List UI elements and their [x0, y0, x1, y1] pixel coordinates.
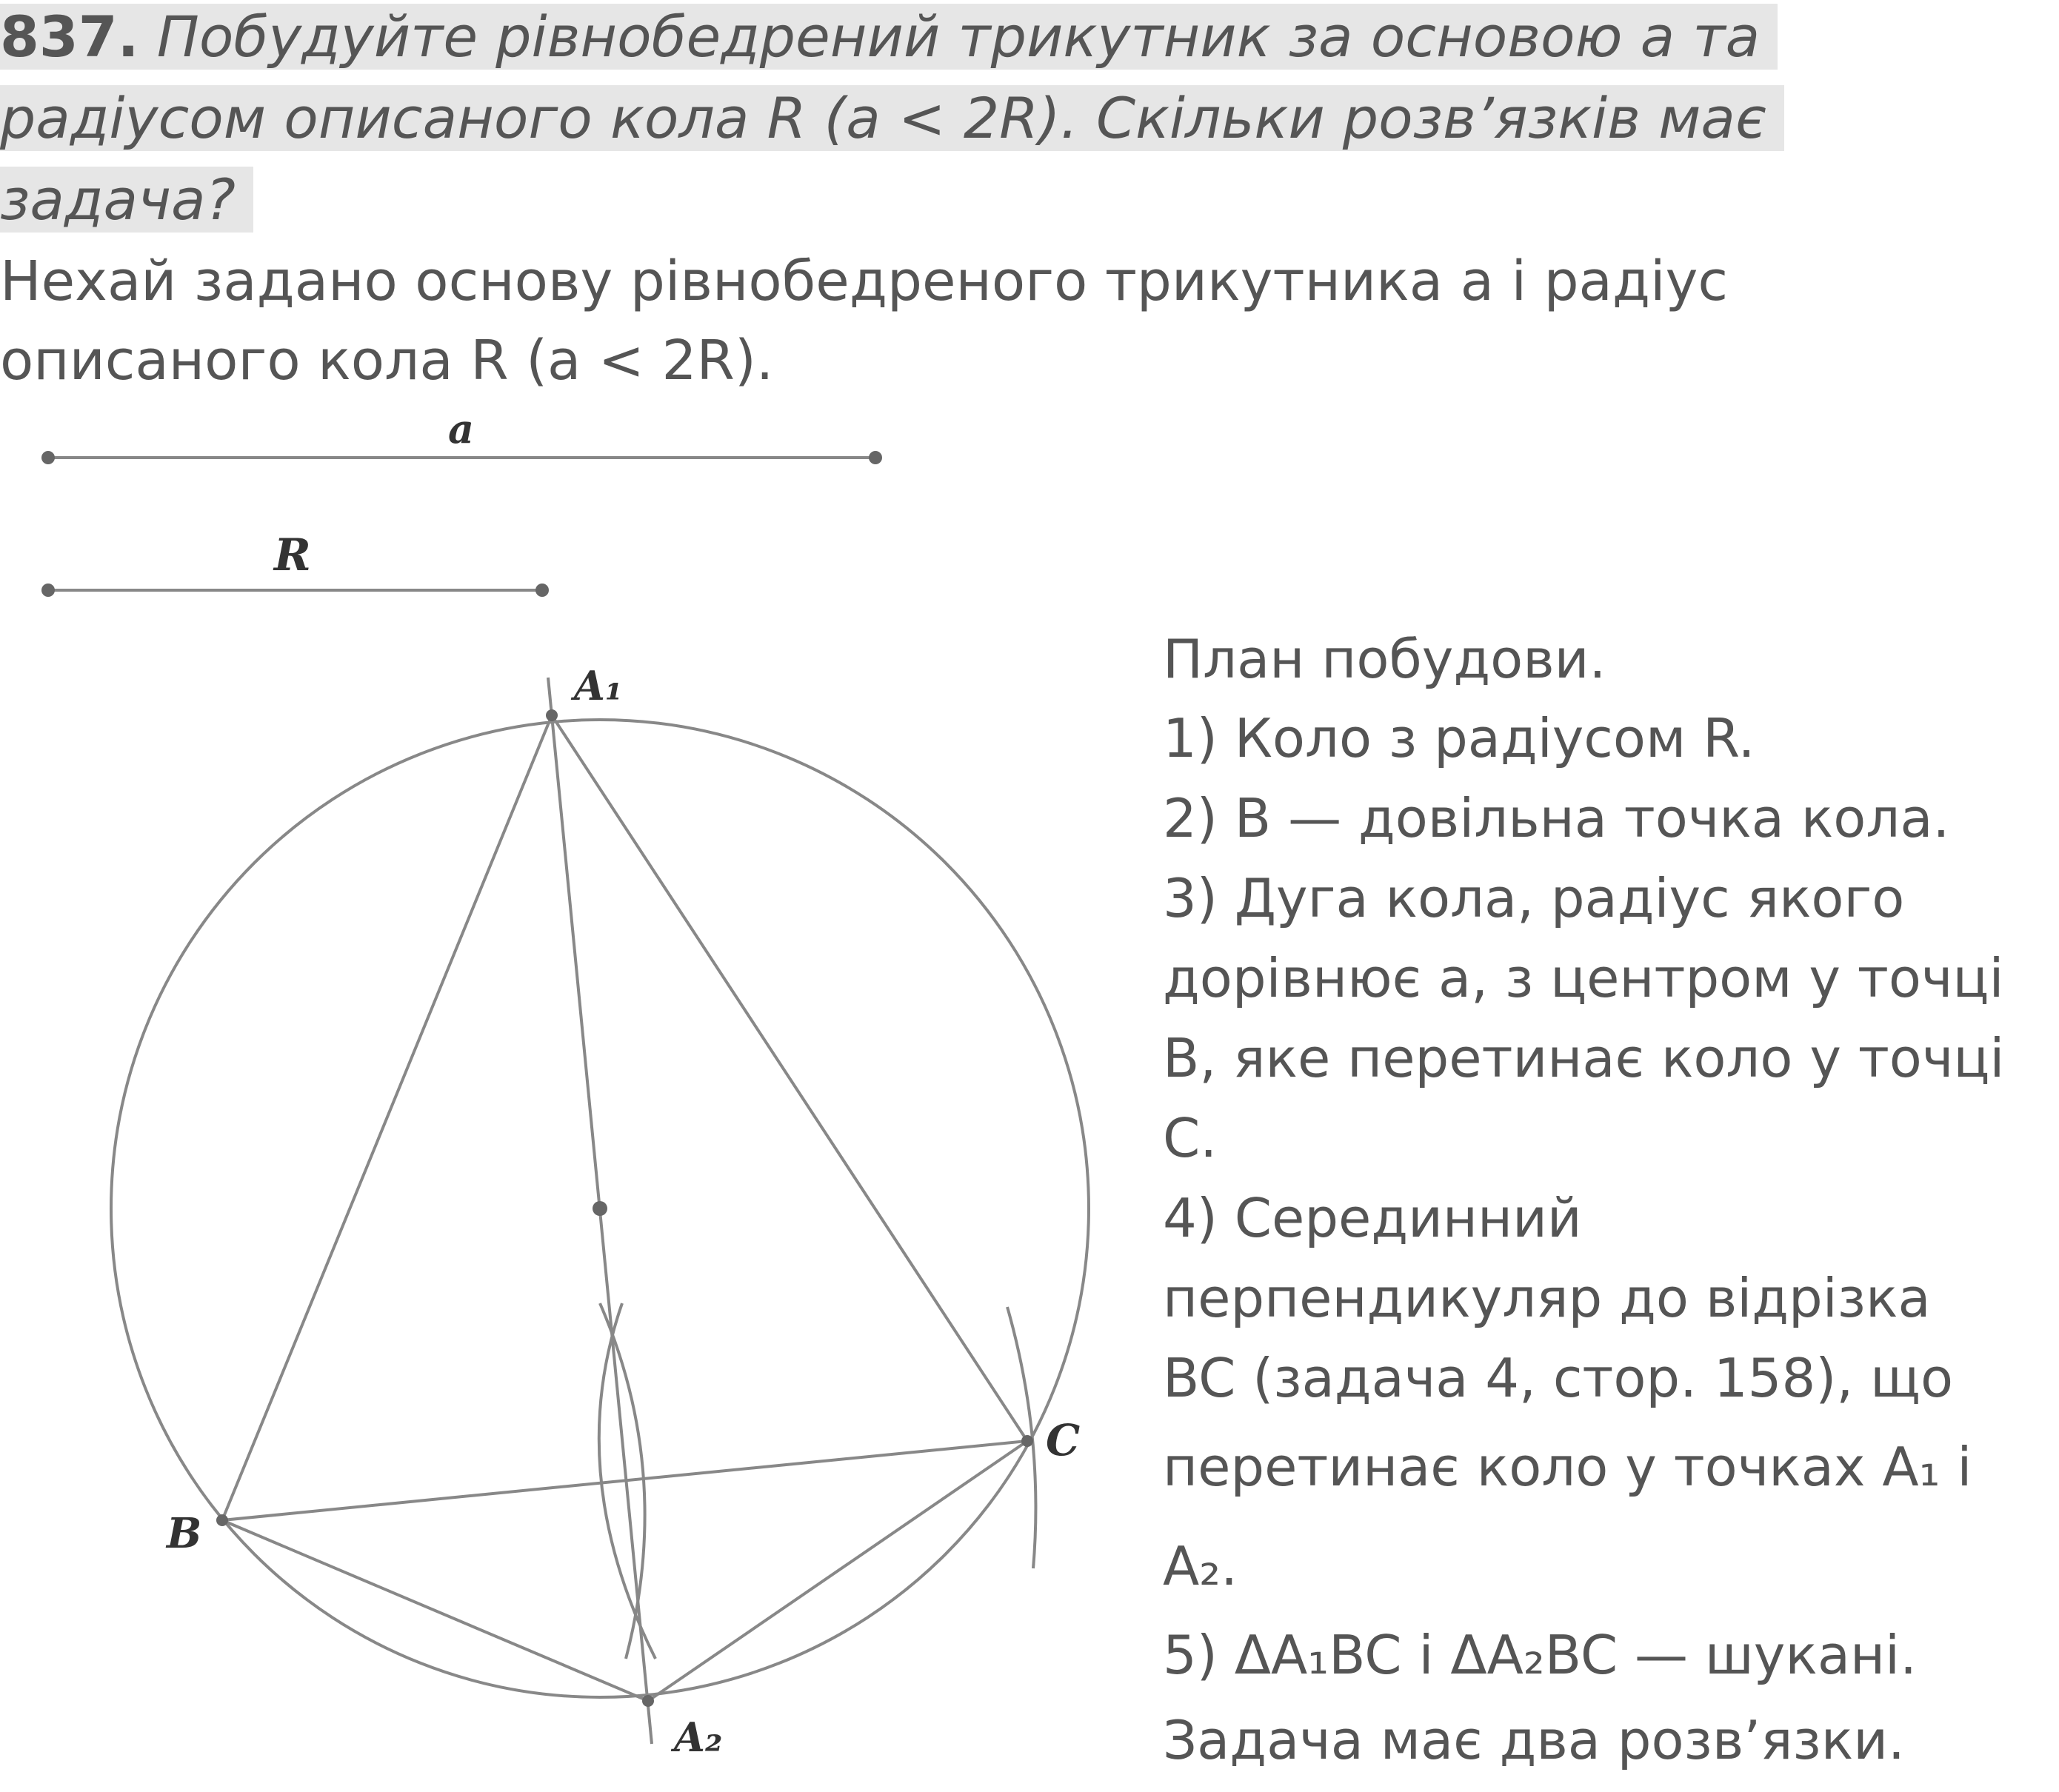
label-R: R: [274, 529, 311, 581]
plan-line: перетинає коло у точках A₁ і: [1163, 1436, 1972, 1498]
plan-line: 3) Дуга кола, радіус якого: [1163, 867, 1905, 929]
label-A2: A₂: [674, 1714, 723, 1761]
task-number: 837.: [0, 4, 139, 70]
plan-title: План побудови.: [1163, 628, 1606, 690]
intro-line-2: описаного кола R (a < 2R).: [0, 329, 774, 392]
label-B: B: [167, 1509, 202, 1558]
point-B: [216, 1514, 228, 1526]
task-text-3: задача?: [0, 167, 253, 233]
center-point: [593, 1201, 607, 1216]
plan-line: 5) ΔA₁BC і ΔA₂BC — шукані.: [1163, 1624, 1917, 1686]
plan-line: C.: [1163, 1107, 1218, 1169]
point-C: [1021, 1435, 1033, 1447]
triangle-A1BC: [222, 715, 1027, 1520]
task-text-1: Побудуйте рівнобедрений трикутник за основою a та: [156, 4, 1761, 70]
intro-line-1: Нехай задано основу рівнобедреного трикутника a і радіус: [0, 250, 1729, 313]
label-a: a: [448, 405, 474, 452]
plan-line: BC (задача 4, стор. 158), що: [1163, 1347, 1954, 1409]
segment-a-end-point: [869, 451, 882, 464]
plan-line: перпендикуляр до відрізка: [1163, 1267, 1931, 1329]
plan-conclusion: Задача має два розв’язки.: [1163, 1709, 1905, 1771]
side-BA2: [222, 1520, 648, 1701]
plan-line: дорівнює a, з центром у точці: [1163, 947, 2004, 1009]
point-A2: [642, 1695, 654, 1707]
segment-a-start-point: [41, 451, 55, 464]
segment-R-start-point: [41, 584, 55, 597]
plan-line: 1) Коло з радіусом R.: [1163, 707, 1755, 769]
label-A1: A₁: [574, 662, 623, 709]
label-C: C: [1046, 1415, 1081, 1465]
plan-line: 4) Серединний: [1163, 1187, 1582, 1249]
side-CA2: [648, 1441, 1027, 1701]
plan-line: A₂.: [1163, 1535, 1238, 1597]
task-text-2: радіусом описаного кола R (a < 2R). Скільки розв’язків має: [0, 85, 1784, 151]
point-A1: [546, 709, 558, 721]
segment-R-end-point: [535, 584, 549, 597]
plan-line: 2) B — довільна точка кола.: [1163, 787, 1950, 849]
plan-line: B, яке перетинає коло у точці: [1163, 1027, 2005, 1089]
